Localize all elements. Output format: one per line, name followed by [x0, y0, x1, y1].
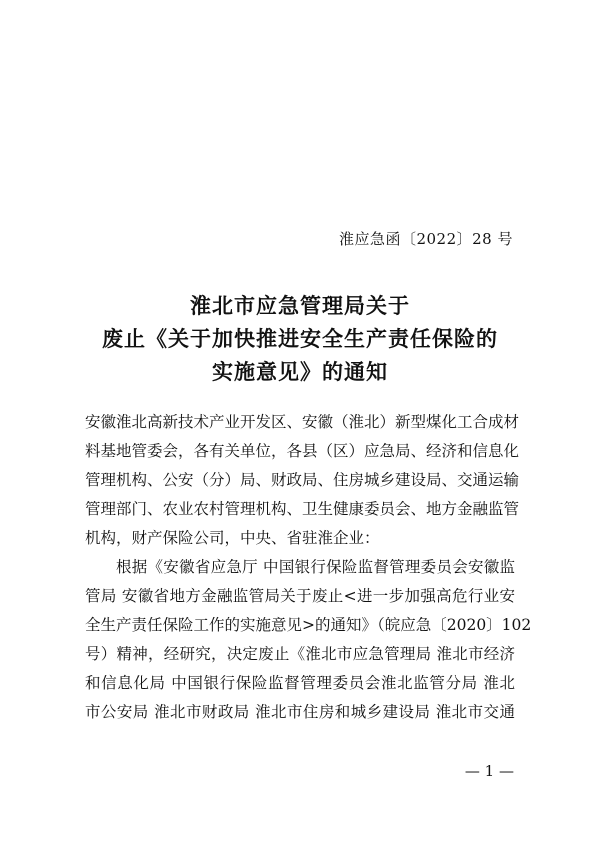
body-line: 市公安局 淮北市财政局 淮北市住房和城乡建设局 淮北市交通 — [85, 703, 515, 721]
page-number: — 1 — — [464, 762, 514, 780]
title-line: 废止《关于加快推进安全生产责任保险的 — [102, 326, 498, 351]
body-line: 全生产责任保险工作的实施意见>的通知》（皖应急〔2020〕102 — [85, 616, 532, 634]
body-line: 管局 安徽省地方金融监管局关于废止<进一步加强高危行业安 — [85, 587, 515, 605]
document-number: 淮应急函〔2022〕28 号 — [338, 230, 513, 248]
title-line: 淮北市应急管理局关于 — [190, 293, 410, 318]
title-line: 实施意见》的通知 — [212, 359, 388, 384]
body-paragraph — [85, 553, 532, 727]
addressee-line: 管理部门、农业农村管理机构、卫生健康委员会、地方金融监管 — [85, 500, 520, 518]
addressee-line: 管理机构、公安（分）局、财政局、住房城乡建设局、交通运输 — [85, 471, 520, 489]
addressee-block — [85, 408, 520, 553]
document-title — [0, 289, 600, 388]
addressee-line: 料基地管委会，各有关单位，各县（区）应急局、经济和信息化 — [85, 442, 520, 460]
addressee-line: 机构，财产保险公司，中央、省驻淮企业： — [85, 529, 380, 547]
body-line: 和信息化局 中国银行保险监督管理委员会淮北监管分局 淮北 — [85, 674, 515, 692]
addressee-line: 安徽淮北高新技术产业开发区、安徽（淮北）新型煤化工合成材 — [85, 413, 520, 431]
body-line: 根据《安徽省应急厅 中国银行保险监督管理委员会安徽监 — [116, 558, 515, 576]
document-body — [85, 408, 532, 727]
body-line: 号）精神，经研究，决定废止《淮北市应急管理局 淮北市经济 — [85, 645, 515, 663]
